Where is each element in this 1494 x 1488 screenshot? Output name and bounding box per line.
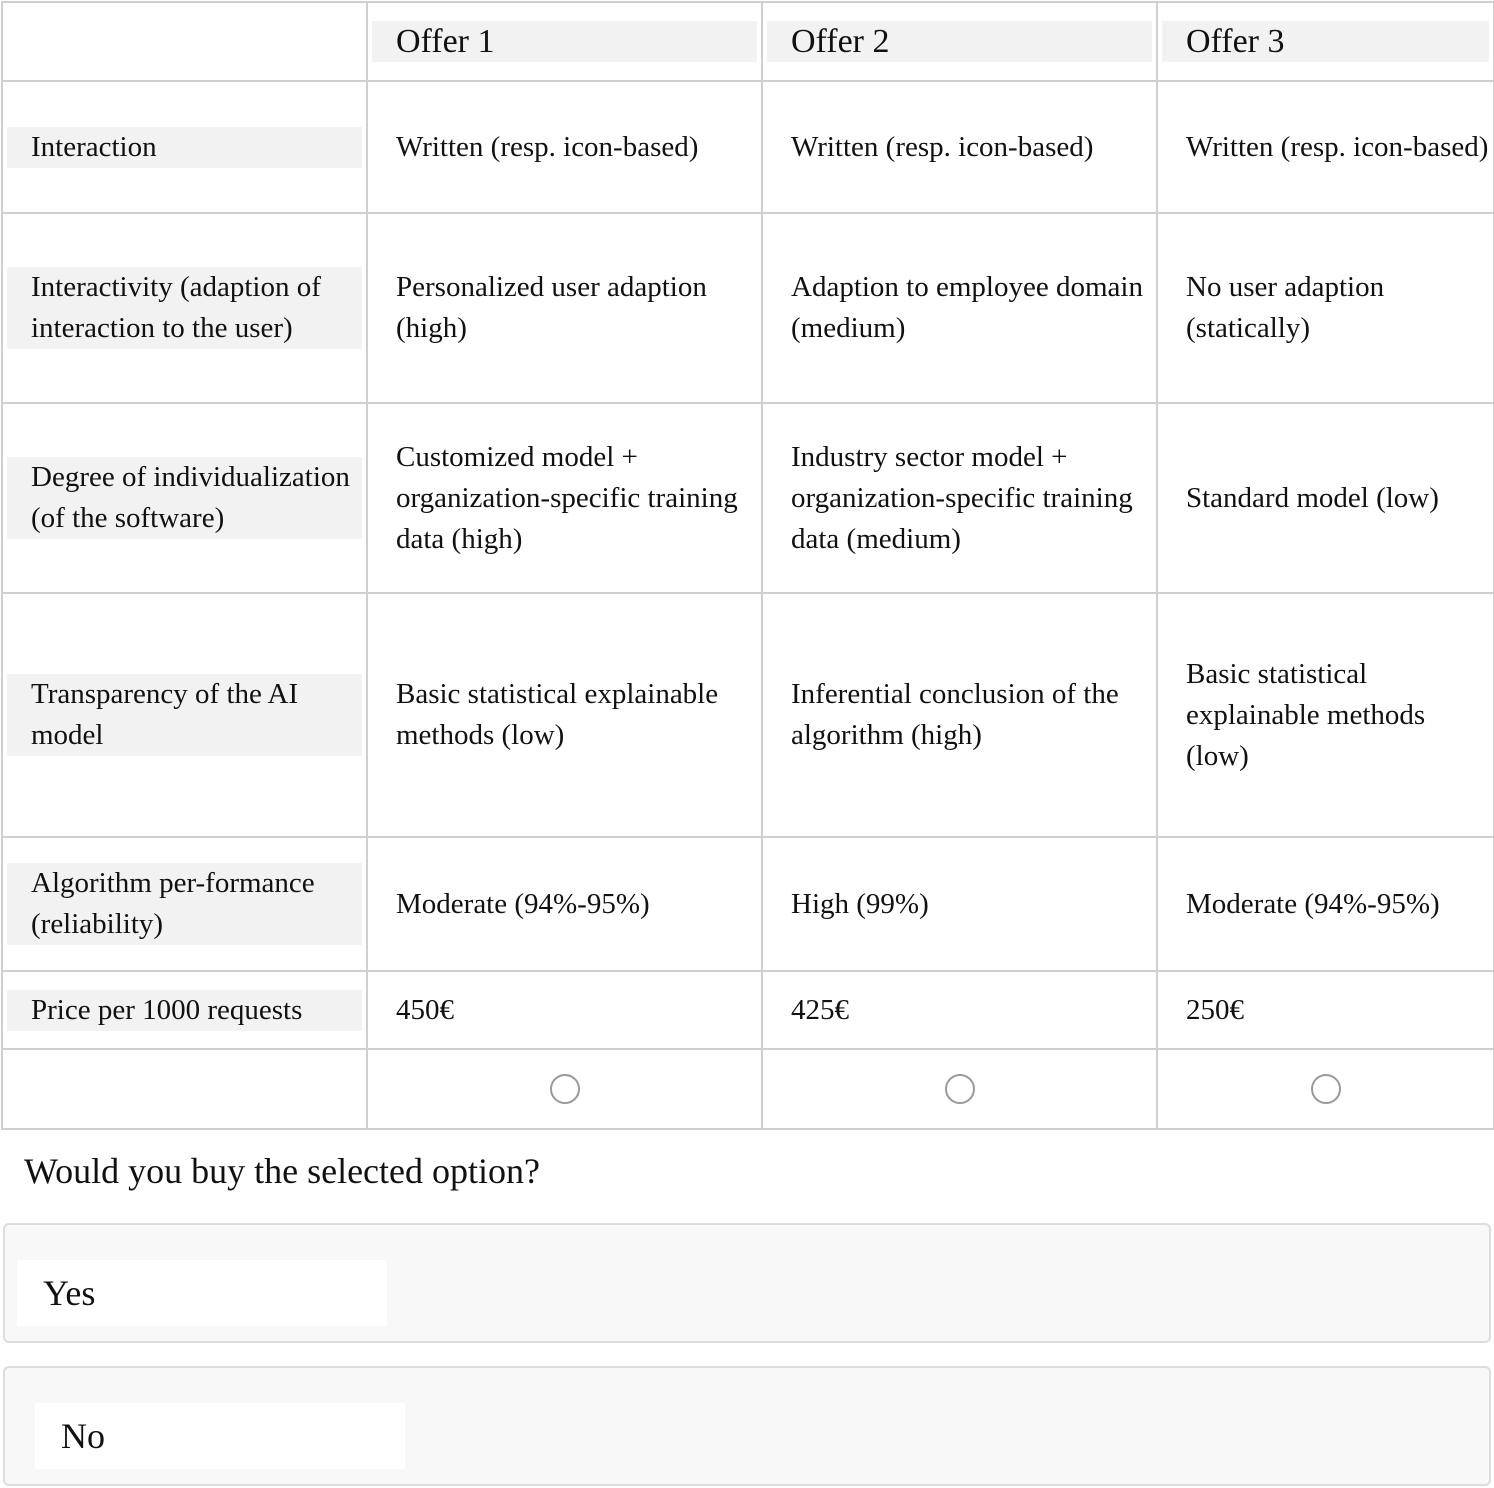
cell: Standard model (low) <box>1157 403 1494 593</box>
select-offer-1-cell <box>367 1049 762 1129</box>
option-yes[interactable] <box>3 1223 1491 1343</box>
header-offer-3: Offer 3 <box>1157 2 1494 81</box>
cell: 450€ <box>367 971 762 1049</box>
question-text: Would you buy the selected option? <box>24 1151 540 1191</box>
header-row <box>2 2 1494 81</box>
header-corner <box>2 2 367 81</box>
cell: High (99%) <box>762 837 1157 971</box>
cell: Adaption to employee domain (medium) <box>762 213 1157 403</box>
row-label: Transparency of the AI model <box>2 593 367 837</box>
row-label: Algorithm per-formance (reliability) <box>2 837 367 971</box>
cell: Industry sector model + organization-specific training data (medium) <box>762 403 1157 593</box>
table-row <box>2 593 1494 837</box>
cell: Written (resp. icon-based) <box>367 81 762 213</box>
select-offer-3-cell <box>1157 1049 1494 1129</box>
table-row <box>2 81 1494 213</box>
table-row <box>2 971 1494 1049</box>
row-label: Degree of individualization (of the software) <box>2 403 367 593</box>
cell: 425€ <box>762 971 1157 1049</box>
select-offer-1-radio[interactable] <box>550 1074 580 1104</box>
option-no[interactable] <box>3 1366 1491 1486</box>
select-offer-3-radio[interactable] <box>1311 1074 1341 1104</box>
table-row <box>2 403 1494 593</box>
offer-comparison-table <box>1 1 1494 1130</box>
cell: Basic statistical explainable methods (low) <box>367 593 762 837</box>
cell: Written (resp. icon-based) <box>762 81 1157 213</box>
table-row <box>2 213 1494 403</box>
cell: Customized model + organization-specific training data (high) <box>367 403 762 593</box>
option-no-label: No <box>35 1403 405 1469</box>
row-label: Interaction <box>2 81 367 213</box>
cell: Inferential conclusion of the algorithm (high) <box>762 593 1157 837</box>
cell: No user adaption (statically) <box>1157 213 1494 403</box>
row-label: Price per 1000 requests <box>2 971 367 1049</box>
cell: Moderate (94%-95%) <box>1157 837 1494 971</box>
row-label: Interactivity (adaption of interaction to the user) <box>2 213 367 403</box>
header-offer-2: Offer 2 <box>762 2 1157 81</box>
cell: Basic statistical explainable methods (low) <box>1157 593 1494 837</box>
cell: 250€ <box>1157 971 1494 1049</box>
header-offer-1: Offer 1 <box>367 2 762 81</box>
select-offer-2-radio[interactable] <box>945 1074 975 1104</box>
selection-row <box>2 1049 1494 1129</box>
option-yes-label: Yes <box>17 1260 387 1326</box>
cell: Moderate (94%-95%) <box>367 837 762 971</box>
empty-cell <box>2 1049 367 1129</box>
cell: Written (resp. icon-based) <box>1157 81 1494 213</box>
select-offer-2-cell <box>762 1049 1157 1129</box>
cell: Personalized user adaption (high) <box>367 213 762 403</box>
table-row <box>2 837 1494 971</box>
